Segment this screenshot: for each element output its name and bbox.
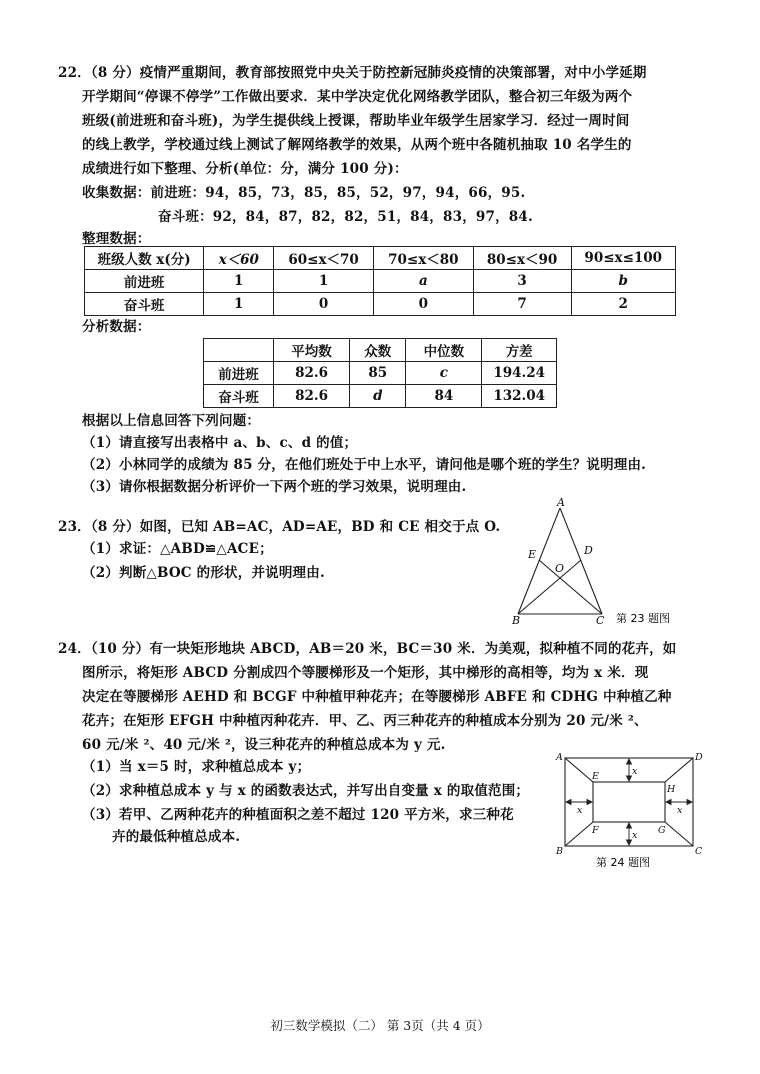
statistics-table <box>203 338 557 408</box>
table-cell: x＜60 <box>204 247 274 270</box>
q22-prompt: 根据以上信息回答下列问题： <box>82 413 261 429</box>
label-b: B <box>512 614 521 626</box>
q24-question-3-cont: 卉的最低种植总成本. <box>112 829 241 845</box>
q24-line-5: 60 元/米 ²、40 元/米 ²，设三种花卉的种植总成本为 y 元. <box>82 737 446 753</box>
q22-analyze-label: 分析数据： <box>82 319 151 335</box>
table-cell: 前进班 <box>85 270 204 293</box>
table-cell <box>204 339 274 362</box>
q24-question-3: （3）若甲、乙两种花卉的种植面积之差不超过 120 平方米，求三种花 <box>82 807 514 823</box>
q22-line-5: 成绩进行如下整理、分析(单位：分，满分 100 分)： <box>82 161 408 177</box>
q23-line-1: 23．（8 分）如图，已知 AB=AC，AD=AE，BD 和 CE 相交于点 O. <box>58 519 501 535</box>
label-d: D <box>584 544 593 557</box>
q22-collect-data: 收集数据：前进班：94，85，73，85，85，52，97，94，66，95. <box>82 185 526 201</box>
table-cell: 80≤x＜90 <box>473 247 571 270</box>
q24-line-4: 花卉；在矩形 EFGH 中种植丙种花卉．甲、乙、丙三种花卉的种植成本分别为 20 元/米 ²、 <box>82 713 648 729</box>
table-cell: 众数 <box>350 339 406 362</box>
table-cell: 1 <box>204 270 274 293</box>
label-c: C <box>596 614 605 626</box>
label-x-top: x <box>632 766 638 777</box>
table-cell: b <box>571 270 676 293</box>
q24-question-1: （1）当 x＝5 时，求种植总成本 y； <box>82 759 311 775</box>
table-row <box>85 270 676 293</box>
q24-line-2: 图所示，将矩形 ABCD 分割成四个等腰梯形及一个矩形，其中梯形的高相等，均为 x 米．现 <box>82 665 649 681</box>
figure-24-caption: 第 24 题图 <box>596 856 650 869</box>
table-cell: 平均数 <box>273 339 349 362</box>
frequency-table <box>84 246 676 316</box>
table-cell: 194.24 <box>482 362 557 385</box>
table-cell: 82.6 <box>273 362 349 385</box>
table-cell: 84 <box>406 385 482 408</box>
table-cell: 3 <box>473 270 571 293</box>
label-g: G <box>658 825 666 836</box>
q22-line-2: 开学期间“停课不停学”工作做出要求．某中学决定优化网络教学团队，整合初三年级为两个 <box>82 89 633 105</box>
label-b: B <box>556 846 563 857</box>
label-x-right: x <box>677 805 683 816</box>
table-cell: 方差 <box>482 339 557 362</box>
label-c: C <box>695 846 703 857</box>
label-x-left: x <box>577 805 583 816</box>
q24-line-3: 决定在等腰梯形 AEHD 和 BCGF 中种植甲种花卉；在等腰梯形 ABFE 和 CDHG 中种植乙种 <box>82 689 672 705</box>
q22-line-1: 22．（8 分）疫情严重期间，教育部按照党中央关于防控新冠肺炎疫情的决策部署，对中小学延期 <box>58 65 647 81</box>
triangle-figure <box>508 496 688 626</box>
q22-question-1: （1）请直接写出表格中 a、b、c、d 的值； <box>82 435 358 451</box>
table-row <box>204 385 557 408</box>
table-cell: 132.04 <box>482 385 557 408</box>
table-cell: 2 <box>571 293 676 316</box>
label-d: D <box>695 752 703 763</box>
table-row <box>204 362 557 385</box>
table-cell: 90≤x≤100 <box>571 247 676 270</box>
q22-collect-data-2: 奋斗班：92，84，87，82，82，51，84，83，97，84. <box>158 209 533 225</box>
label-x-bottom: x <box>632 830 638 841</box>
q22-line-3: 班级(前进班和奋斗班)，为学生提供线上授课，帮助毕业年级学生居家学习．经过一周时间 <box>82 113 630 129</box>
q23-question-1: （1）求证：△ABD≌△ACE； <box>82 541 273 557</box>
label-a: A <box>557 496 565 509</box>
q22-line-4: 的线上教学，学校通过线上测试了解网络教学的效果，从两个班中各随机抽取 10 名学生的 <box>82 137 632 153</box>
page-footer: 初三数学模拟（二） 第 3页（共 4 页） <box>270 1018 490 1033</box>
table-cell: 0 <box>274 293 374 316</box>
table-cell: 82.6 <box>273 385 349 408</box>
table-cell: a <box>373 270 473 293</box>
label-o: O <box>555 562 565 575</box>
table-header-row <box>85 247 676 270</box>
q24-line-1: 24．（10 分）有一块矩形地块 ABCD，AB＝20 米，BC＝30 米．为美观，拟种植不同的花卉，如 <box>58 641 677 657</box>
table-cell: 85 <box>350 362 406 385</box>
table-cell: 1 <box>274 270 374 293</box>
q23-question-2: （2）判断△BOC 的形状，并说明理由. <box>82 565 325 581</box>
table-cell: 班级人数 x(分) <box>85 247 204 270</box>
table-cell: 中位数 <box>406 339 482 362</box>
table-cell: d <box>350 385 406 408</box>
q24-question-2: （2）求种植总成本 y 与 x 的函数表达式，并写出自变量 x 的取值范围； <box>82 783 530 799</box>
table-cell: 1 <box>204 293 274 316</box>
q22-organize-label: 整理数据： <box>82 231 151 247</box>
q22-question-2: （2）小林同学的成绩为 85 分，在他们班处于中上水平，请问他是哪个班的学生？说明理由. <box>82 457 647 473</box>
q22-question-3: （3）请你根据数据分析评价一下两个班的学习效果，说明理由. <box>82 479 467 495</box>
rectangle-figure <box>550 748 710 872</box>
label-h: H <box>667 784 676 795</box>
label-a: A <box>556 752 563 763</box>
table-cell: 0 <box>373 293 473 316</box>
table-cell: 奋斗班 <box>85 293 204 316</box>
table-row <box>85 293 676 316</box>
label-e: E <box>528 548 537 561</box>
label-f: F <box>592 825 599 836</box>
table-cell: 前进班 <box>204 362 274 385</box>
table-cell: 70≤x＜80 <box>373 247 473 270</box>
table-cell: 奋斗班 <box>204 385 274 408</box>
label-e: E <box>592 771 599 782</box>
figure-23-caption: 第 23 题图 <box>616 612 670 625</box>
table-cell: c <box>406 362 482 385</box>
table-header-row <box>204 339 557 362</box>
table-cell: 60≤x＜70 <box>274 247 374 270</box>
table-cell: 7 <box>473 293 571 316</box>
